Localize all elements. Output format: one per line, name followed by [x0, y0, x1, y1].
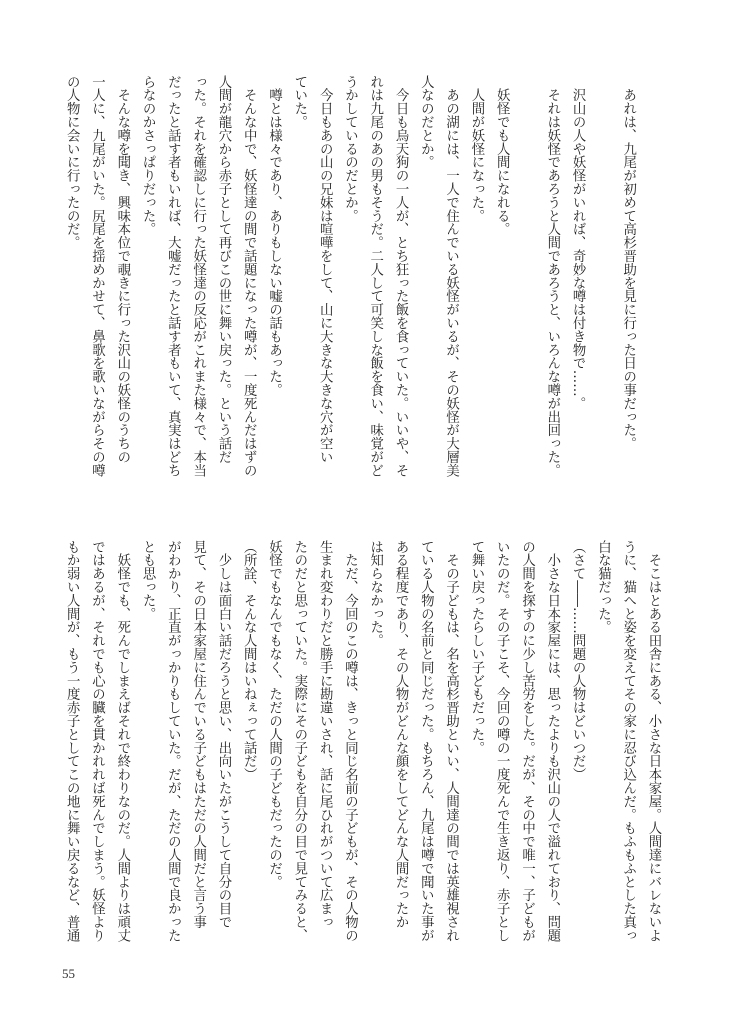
text-line: いたのだ。その子こそ、今回の噂の一度死んで生き返り、赤子とし: [494, 540, 510, 942]
text-line: [641, 75, 666, 485]
text-line: あれは、九尾が初めて高杉晋助を見に行った日の事だった。: [620, 75, 636, 451]
text-line: 噂とは様々であり、ありもしない嘘の話もあった。: [266, 75, 282, 397]
text-line: て舞い戻ったらしい子どもだった。: [468, 540, 484, 755]
text-line: 小さな日本家屋には、思ったよりも沢山の人で溢れており、問題: [544, 540, 560, 942]
text-line: 妖怪でも人間になれる。: [494, 75, 510, 236]
text-line: （所詮、そんな人間はいねぇって話だ）: [241, 540, 257, 782]
text-line: の人物に会いに行ったのだ。: [64, 75, 80, 250]
text-line: とも思った。: [140, 540, 156, 621]
text-line: 人間が龍穴から赤子として再びこの世に舞い戻った。という話だ: [215, 75, 231, 464]
text-line: もか弱い人間が、もう一度赤子としてこの地に舞い戻るなど、普通: [64, 540, 80, 942]
text-line: 沢山の人や妖怪がいれば、奇妙な噂は付き物で……。: [570, 75, 586, 410]
text-line: そんな噂を聞き、興味本位で覗きに行った沢山の妖怪のうちの: [114, 75, 130, 464]
text-line: 見て、その日本家屋に住んでいる子どもはただの人間だと言う事: [190, 540, 206, 929]
text-line: は知らなかった。: [367, 540, 383, 648]
text-line: 妖怪でもなんでもなく、ただの人間の子どもだったのだ。: [266, 540, 282, 889]
text-line: あの湖には、一人で住んでいる妖怪がいるが、その妖怪が大層美: [443, 75, 459, 477]
text-line: 妖怪でも、死んでしまえばそれで終わりなのだ。人間よりは頑丈: [114, 540, 130, 942]
text-line: ではあるが、それでも心の臓を貫かれれば死んでしまう。妖怪より: [89, 540, 105, 942]
text-line: 少しは面白い話だろうと思い、出向いたがこうして自分の目で: [215, 540, 231, 929]
text-line: （さて――……問題の人物はどいつだ）: [570, 540, 586, 782]
text-line: った。それを確認しに行った妖怪達の反応がこれまた様々で、本当: [190, 75, 206, 477]
text-line: そこはとある田舎にある、小さな日本家屋。人間達にバレないよ: [646, 540, 661, 942]
text-line: 一人に、九尾がいた。尻尾を揺めかせて、鼻歌を歌いながらその噂: [89, 75, 105, 477]
text-line: 今日も烏天狗の一人が、とち狂った飯を食っていた。いいや、そ: [393, 75, 409, 477]
text-block-top: [58, 75, 666, 485]
text-line: そんな中で、妖怪達の間で話題になった噂が、一度死んだはずの: [241, 75, 257, 477]
text-line: の人間を探すのに少し苦労をした。だが、その中で唯一、子どもが: [519, 540, 535, 942]
text-line: ただ、今回のこの噂は、きっと同じ名前の子どもが、その人物の: [342, 540, 358, 942]
text-line: れは九尾のあの男もそうだ。二人して可笑しな飯を食い、味覚がど: [367, 75, 383, 477]
text-line: 人なのだとか。: [418, 75, 434, 169]
text-line: その子どもは、名を高杉晋助といい、人間達の間では英雄視され: [443, 540, 459, 942]
text-line: 白な猫だった。: [595, 540, 611, 634]
text-line: 今日もあの山の兄妹は喧嘩をして、山に大きな大きな穴が空い: [317, 75, 333, 464]
text-line: ある程度であり、その人物がどんな顔をしてどんな人間だったか: [393, 540, 409, 929]
text-line: [590, 75, 615, 485]
page-number: 55: [62, 966, 75, 981]
text-line: [514, 75, 539, 485]
text-line: だったと話す者もいれば、大嘘だったと話す者もいて、真実はどち: [165, 75, 181, 477]
text-line: 生まれ変わりだと勝手に勘違いされ、話に尾ひれがついて広まっ: [317, 540, 333, 929]
text-line: うかしているのだとか。: [342, 75, 358, 223]
text-line: たのだと思っていた。実際にその子どもを自分の目で見てみると、: [291, 540, 307, 942]
text-line: ていた。: [291, 75, 307, 129]
text-block-bottom: [58, 540, 666, 970]
text-line: 人間が妖怪になった。: [468, 75, 484, 223]
text-line: ている人物の名前と同じだった。もちろん、九尾は噂で聞いた事が: [418, 540, 434, 942]
text-line: うに、猫へと姿を変えてその家に忍び込んだ。もふもふとした真っ: [620, 540, 636, 942]
text-line: がわかり、正直がっかりもしていた。だが、ただの人間で良かった: [165, 540, 181, 942]
text-line: それは妖怪であろうと人間であろうと、いろんな噂が出回った。: [544, 75, 560, 477]
text-line: らなのかさっぱりだった。: [140, 75, 156, 236]
